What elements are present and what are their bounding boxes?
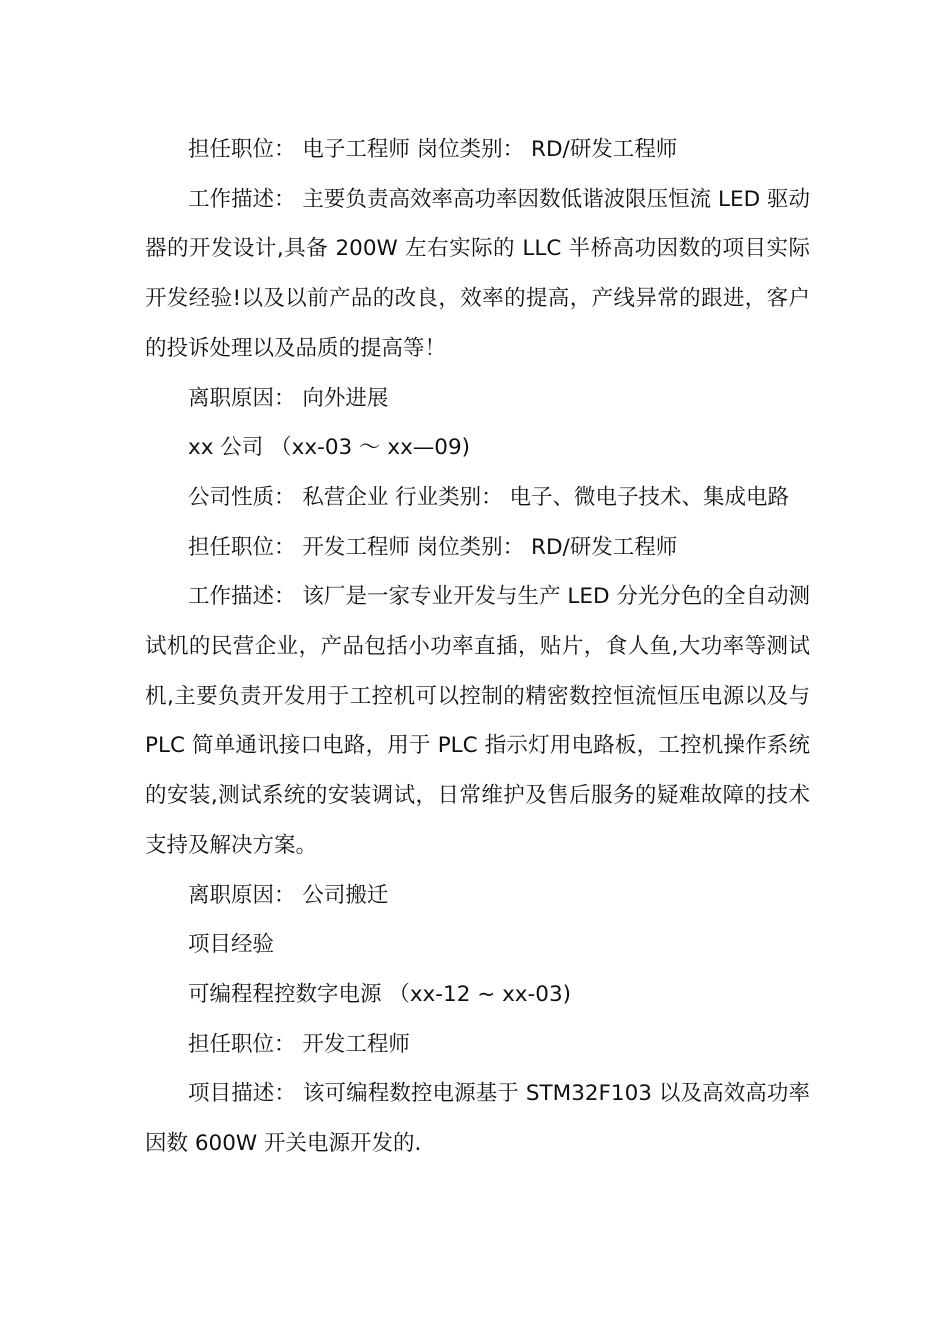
position-line-1: 担任职位： 电子工程师 岗位类别： RD/研发工程师 — [188, 137, 678, 162]
company-nature-line: 公司性质： 私营企业 行业类别： 电子、微电子技术、集成电路 — [188, 484, 790, 510]
project-experience-heading: 项目经验 — [188, 932, 275, 958]
company-heading: xx 公司 （xx-03 ～ xx—09) — [188, 435, 471, 461]
project-position-line: 担任职位： 开发工程师 — [188, 1031, 410, 1057]
job-description-1: 工作描述： 主要负责高效率高功率因数低谐波限压恒流 LED 驱动器的开发设计,具备 200W 左右实际的 LLC 半桥高功因数的项目实际开发经验!以及以前产品的改良，效率的提高，产线异常的跟进，客户的投诉处理以及品质的提高等！ — [145, 186, 810, 361]
leave-reason-2: 离职原因： 公司搬迁 — [188, 882, 389, 908]
project-description: 项目描述： 该可编程数控电源基于 STM32F103 以及高效高功率因数 600W 开关电源开发的. — [145, 1081, 810, 1157]
document-page — [145, 125, 810, 1169]
leave-reason-1: 离职原因： 向外进展 — [188, 385, 389, 411]
project-title: 可编程程控数字电源 （xx-12 ~ xx-03) — [188, 981, 572, 1007]
job-description-2: 工作描述： 该厂是一家专业开发与生产 LED 分光分色的全自动测试机的民营企业，产品包括小功率直插，贴片，食人鱼,大功率等测试机,主要负责开发用于工控机可以控制的精密数控恒流恒压电源以及与 PLC 简单通讯接口电路，用于 PLC 指示灯用电路板，工控机操作系统的安装,测试系统的安装调试，日常维护及售后服务的疑难故障的技术支持及解决方案。 — [145, 584, 810, 858]
position-line-2: 担任职位： 开发工程师 岗位类别： RD/研发工程师 — [188, 534, 678, 560]
